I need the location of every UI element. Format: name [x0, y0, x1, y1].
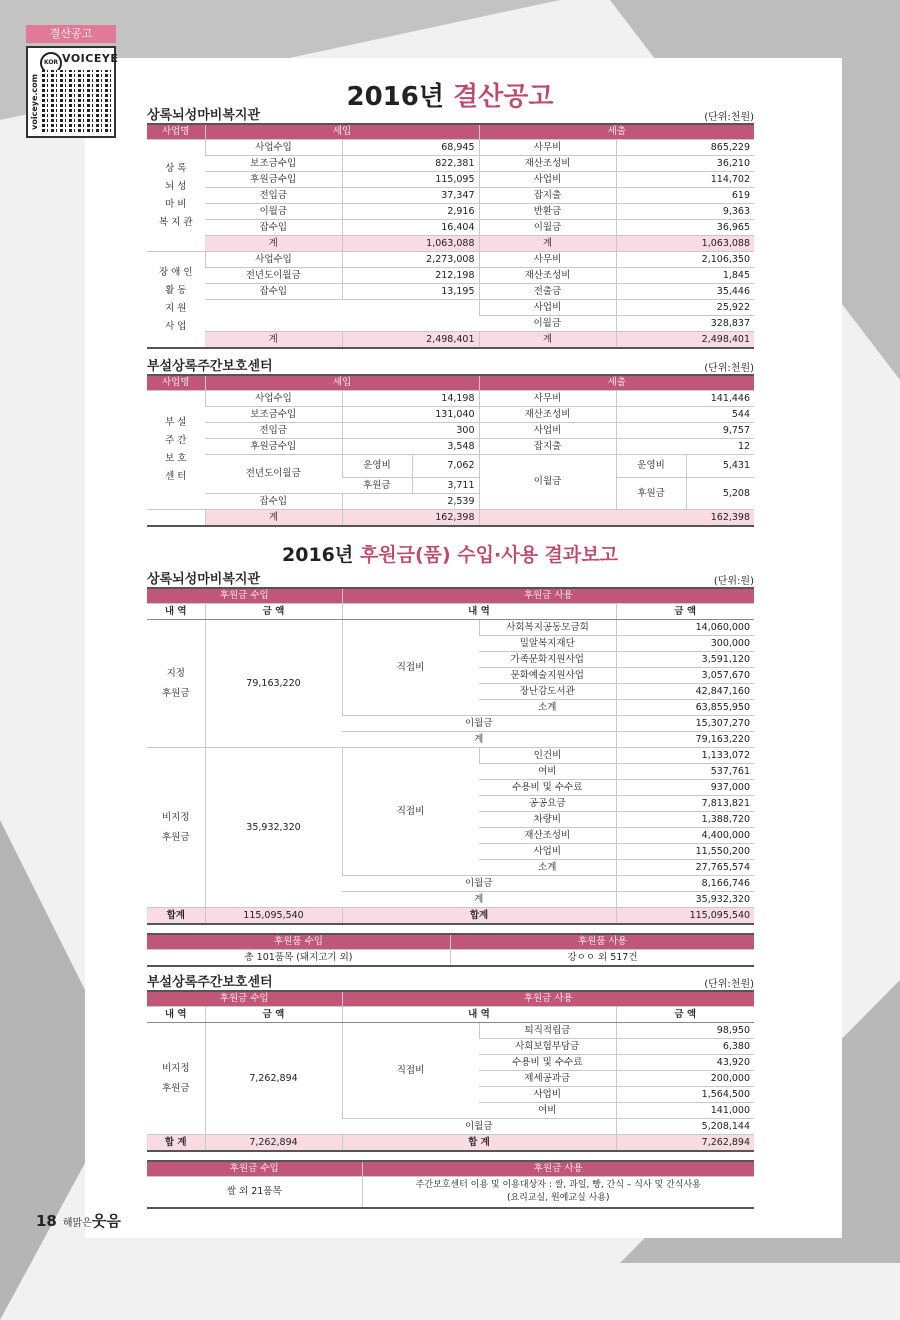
cell: 9,363 — [616, 204, 754, 220]
cell: 계 — [342, 892, 616, 908]
table-row — [147, 391, 754, 407]
cell: 115,095,540 — [205, 908, 342, 925]
cell: 사업비 — [479, 844, 616, 860]
cell: 14,198 — [342, 391, 479, 407]
table-row — [147, 439, 754, 455]
cell: 1,063,088 — [342, 236, 479, 252]
cell: 재산조성비 — [479, 828, 616, 844]
cell: 인건비 — [479, 748, 616, 764]
col-header: 사업명 — [147, 375, 205, 391]
cell: 98,950 — [616, 1023, 754, 1039]
direct-cost-label: 직접비 — [342, 1023, 479, 1119]
table-row — [147, 620, 754, 636]
col-header: 내 역 — [147, 1007, 205, 1023]
cell: 5,208,144 — [616, 1119, 754, 1135]
section-title: 부설상록주간보호센터 — [147, 359, 273, 374]
table-row — [147, 252, 754, 268]
report-title — [0, 540, 900, 567]
table-row — [147, 300, 754, 316]
cell: 수용비 및 수수료 — [479, 1055, 616, 1071]
cell: 300 — [342, 423, 479, 439]
cell: 사업비 — [479, 1087, 616, 1103]
cell: 3,591,120 — [616, 652, 754, 668]
cell: 115,095,540 — [616, 908, 754, 925]
cell: 11,550,200 — [616, 844, 754, 860]
table-row — [147, 423, 754, 439]
table-row — [147, 748, 754, 764]
cell: 공공요금 — [479, 796, 616, 812]
cell: 5,431 — [686, 455, 754, 478]
col-header: 금 액 — [616, 1007, 754, 1023]
cell: 사업비 — [479, 300, 616, 316]
cell: 79,163,220 — [616, 732, 754, 748]
unit-label: (단위:천원) — [704, 363, 754, 374]
cell: 3,057,670 — [616, 668, 754, 684]
total-row — [147, 1135, 754, 1152]
table-row — [147, 407, 754, 423]
cell: 여비 — [479, 1103, 616, 1119]
cell: 이월금 — [479, 220, 616, 236]
cell: 865,229 — [616, 140, 754, 156]
cell: 7,262,894 — [616, 1135, 754, 1152]
cell: 사회보험부담금 — [479, 1039, 616, 1055]
table-row — [147, 1023, 754, 1039]
cell: 잡수입 — [205, 220, 342, 236]
table-row — [147, 284, 754, 300]
table-row — [147, 220, 754, 236]
cell: 후원금수입 — [205, 172, 342, 188]
col-header: 세입 — [205, 124, 479, 140]
cell: 300,000 — [616, 636, 754, 652]
cell: 544 — [616, 407, 754, 423]
table-row — [147, 268, 754, 284]
total-row — [147, 332, 754, 349]
cell: 계 — [205, 332, 342, 349]
cell: 여비 — [479, 764, 616, 780]
cell: 4,400,000 — [616, 828, 754, 844]
cell: 1,063,088 — [616, 236, 754, 252]
goods-in-value: 총 101품목 (돼지고기 외) — [147, 950, 451, 967]
table-row — [147, 140, 754, 156]
cell: 12 — [616, 439, 754, 455]
cell: 계 — [342, 732, 616, 748]
cell: 7,262,894 — [205, 1135, 342, 1152]
cell: 합 계 — [147, 1135, 205, 1152]
cell: 전년도이월금 — [205, 455, 342, 494]
cell: 9,757 — [616, 423, 754, 439]
cell: 1,133,072 — [616, 748, 754, 764]
cell: 35,932,320 — [616, 892, 754, 908]
cell: 822,381 — [342, 156, 479, 172]
cell: 사업수입 — [205, 252, 342, 268]
cell: 2,498,401 — [616, 332, 754, 349]
cell: 사무비 — [479, 252, 616, 268]
col-header: 후원금 사용 — [342, 588, 754, 604]
col-header: 후원금 수입 — [147, 1161, 362, 1177]
col-header: 세출 — [479, 375, 754, 391]
direct-cost-label: 직접비 — [342, 748, 479, 876]
cell: 합계 — [342, 908, 616, 925]
table-row — [147, 172, 754, 188]
section-donation-daycare — [147, 972, 754, 1209]
cell: 합계 — [147, 908, 205, 925]
section-donation-center — [147, 569, 754, 967]
col-header: 후원품 사용 — [451, 934, 755, 950]
cell: 162,398 — [342, 510, 479, 527]
col-header: 세출 — [479, 124, 754, 140]
col-header: 금 액 — [205, 604, 342, 620]
col-header: 내 역 — [342, 604, 616, 620]
title-rest: 결산공고 — [453, 82, 554, 112]
cell: 장난감도서관 — [479, 684, 616, 700]
cell: 재산조성비 — [479, 407, 616, 423]
donation-table — [147, 587, 754, 925]
section-settlement-daycare — [147, 356, 754, 527]
cell: 937,000 — [616, 780, 754, 796]
title-year: 2016년 — [282, 544, 354, 566]
cell: 2,273,008 — [342, 252, 479, 268]
cell: 사업수입 — [205, 391, 342, 407]
page-number — [36, 1210, 121, 1231]
unit-label: (단위:천원) — [704, 112, 754, 123]
cell: 5,208 — [686, 478, 754, 510]
cell: 후원금수입 — [205, 439, 342, 455]
category-label: 지정 후원금 — [147, 620, 205, 748]
section-title: 부설상록주간보호센터 — [147, 975, 273, 990]
cell: 반환금 — [479, 204, 616, 220]
col-header: 내 역 — [342, 1007, 616, 1023]
cell: 114,702 — [616, 172, 754, 188]
table-row — [147, 455, 754, 478]
cell: 계 — [205, 510, 342, 527]
cell: 잡지출 — [479, 439, 616, 455]
cell: 잡수입 — [205, 284, 342, 300]
cell: 2,106,350 — [616, 252, 754, 268]
cell: 619 — [616, 188, 754, 204]
goods-in-value: 쌀 외 21품목 — [147, 1177, 362, 1209]
title-year: 2016년 — [346, 82, 444, 112]
goods-use-value: 주간보호센터 이용 및 이용대상자 : 쌀, 과일, 빵, 간식 – 식사 및 간식사용 — [415, 1180, 701, 1190]
cell: 2,498,401 — [342, 332, 479, 349]
cell: 이월금 — [342, 1119, 616, 1135]
cell: 131,040 — [342, 407, 479, 423]
cell: 전입금 — [205, 423, 342, 439]
cell: 전년도이월금 — [205, 268, 342, 284]
col-header: 금 액 — [205, 1007, 342, 1023]
kor-badge: KOR — [40, 52, 62, 74]
cell: 문화예술지원사업 — [479, 668, 616, 684]
col-header: 세입 — [205, 375, 479, 391]
cell: 사회복지공동모금회 — [479, 620, 616, 636]
cell: 115,095 — [342, 172, 479, 188]
col-header: 내 역 — [147, 604, 205, 620]
cell: 사무비 — [479, 140, 616, 156]
settlement-table — [147, 123, 754, 349]
table-row — [147, 188, 754, 204]
cell: 7,062 — [412, 455, 479, 478]
total-row — [147, 236, 754, 252]
cell: 36,965 — [616, 220, 754, 236]
org-label: 장 애 인 활 동 지 원 사 업 — [147, 252, 205, 349]
section-title: 상록뇌성마비복지관 — [147, 108, 261, 123]
cell: 보조금수입 — [205, 156, 342, 172]
cell: 사업비 — [479, 172, 616, 188]
cell: 계 — [479, 236, 616, 252]
cell: 운영비 — [342, 455, 412, 478]
cell: 소계 — [479, 700, 616, 716]
cell: 이월금 — [479, 316, 616, 332]
cell: 25,922 — [616, 300, 754, 316]
table-row — [147, 156, 754, 172]
cell: 8,166,746 — [616, 876, 754, 892]
cell: 68,945 — [342, 140, 479, 156]
cell: 전출금 — [479, 284, 616, 300]
cell: 141,000 — [616, 1103, 754, 1119]
cell: 27,765,574 — [616, 860, 754, 876]
goods-use-value: 강ㅇㅇ 외 517건 — [451, 950, 755, 967]
cell: 6,380 — [616, 1039, 754, 1055]
section-settlement-center — [147, 105, 754, 349]
cell: 37,347 — [342, 188, 479, 204]
amount: 35,932,320 — [205, 748, 342, 908]
cell: 162,398 — [479, 510, 754, 527]
category-label: 비지정 후원금 — [147, 1023, 205, 1135]
cell: 43,920 — [616, 1055, 754, 1071]
voiceye-site: voiceye.com — [30, 74, 39, 130]
cell: 재산조성비 — [479, 268, 616, 284]
cell: 계 — [205, 236, 342, 252]
logo-small: 해맑은 — [62, 1218, 92, 1229]
cell: 13,195 — [342, 284, 479, 300]
cell: 운영비 — [616, 455, 686, 478]
cell: 후원금 — [616, 478, 686, 510]
title-rest: 후원금(품) 수입·사용 결과보고 — [359, 544, 618, 566]
magazine-logo — [62, 1212, 121, 1230]
cell: 보조금수입 — [205, 407, 342, 423]
cell: 1,845 — [616, 268, 754, 284]
cell: 차량비 — [479, 812, 616, 828]
logo-big: 웃음 — [91, 1212, 121, 1230]
cell: 이월금 — [342, 876, 616, 892]
category-label: 비지정 후원금 — [147, 748, 205, 908]
cell: 3,711 — [412, 478, 479, 494]
cell: 제세공과금 — [479, 1071, 616, 1087]
cell: 16,404 — [342, 220, 479, 236]
cell: 141,446 — [616, 391, 754, 407]
cell: 14,060,000 — [616, 620, 754, 636]
cell: 7,813,821 — [616, 796, 754, 812]
total-row — [147, 908, 754, 925]
donation-table — [147, 990, 754, 1152]
cell: 이월금 — [479, 455, 616, 510]
org-label: 부 설 주 간 보 호 센 터 — [147, 391, 205, 510]
cell: 사무비 — [479, 391, 616, 407]
cell: 3,548 — [342, 439, 479, 455]
goods-use-value: (요리교실, 원예교실 사용) — [506, 1193, 610, 1203]
cell: 퇴직적립금 — [479, 1023, 616, 1039]
col-header: 후원품 수입 — [147, 934, 451, 950]
cell: 사업비 — [479, 423, 616, 439]
cell: 537,761 — [616, 764, 754, 780]
cell: 328,837 — [616, 316, 754, 332]
cell: 1,388,720 — [616, 812, 754, 828]
table-row — [147, 204, 754, 220]
cell: 200,000 — [616, 1071, 754, 1087]
goods-table — [147, 933, 754, 967]
cell: 밀알복지재단 — [479, 636, 616, 652]
col-header: 사업명 — [147, 124, 205, 140]
page-number-text: 18 — [36, 1212, 57, 1230]
cell: 35,446 — [616, 284, 754, 300]
section-title: 상록뇌성마비복지관 — [147, 572, 261, 587]
section-tag: 결산공고 — [26, 25, 116, 43]
cell: 계 — [479, 332, 616, 349]
org-label: 상 록 뇌 성 마 비 복 지 관 — [147, 140, 205, 252]
cell: 재산조성비 — [479, 156, 616, 172]
cell: 후원금 — [342, 478, 412, 494]
cell: 이월금 — [205, 204, 342, 220]
col-header: 후원금 수입 — [147, 588, 342, 604]
unit-label: (단위:원) — [713, 576, 754, 587]
cell: 2,539 — [342, 494, 479, 510]
cell: 이월금 — [342, 716, 616, 732]
voiceye-brand: VOICEYE — [62, 52, 119, 65]
cell: 합 계 — [342, 1135, 616, 1152]
amount: 7,262,894 — [205, 1023, 342, 1135]
cell: 잡수입 — [205, 494, 342, 510]
total-row — [147, 510, 754, 527]
cell: 36,210 — [616, 156, 754, 172]
cell: 소계 — [479, 860, 616, 876]
col-header: 금 액 — [616, 604, 754, 620]
col-header: 후원금 사용 — [342, 991, 754, 1007]
cell: 가족문화지원사업 — [479, 652, 616, 668]
cell: 전입금 — [205, 188, 342, 204]
col-header: 후원금 수입 — [147, 991, 342, 1007]
direct-cost-label: 직접비 — [342, 620, 479, 716]
cell: 63,855,950 — [616, 700, 754, 716]
amount: 79,163,220 — [205, 620, 342, 748]
cell — [147, 510, 205, 527]
cell: 212,198 — [342, 268, 479, 284]
cell: 수용비 및 수수료 — [479, 780, 616, 796]
unit-label: (단위:천원) — [704, 979, 754, 990]
cell — [205, 300, 479, 332]
cell: 1,564,500 — [616, 1087, 754, 1103]
col-header: 후원금 사용 — [362, 1161, 754, 1177]
cell: 2,916 — [342, 204, 479, 220]
cell: 15,307,270 — [616, 716, 754, 732]
cell: 잡지출 — [479, 188, 616, 204]
settlement-table — [147, 374, 754, 527]
goods-table — [147, 1160, 754, 1209]
cell: 사업수입 — [205, 140, 342, 156]
cell: 42,847,160 — [616, 684, 754, 700]
